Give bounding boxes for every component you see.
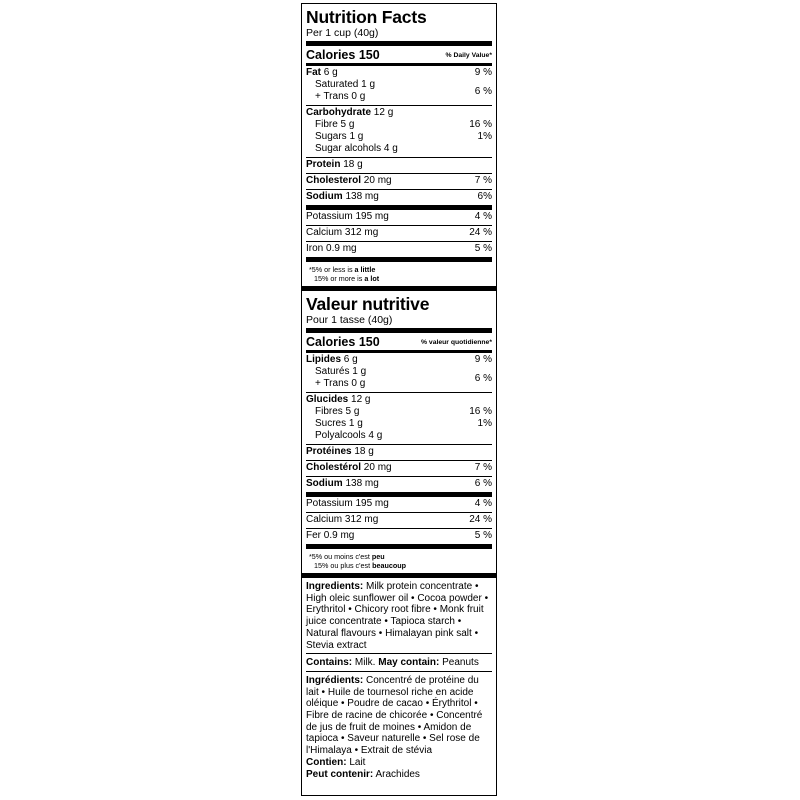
cholesterol-label: Cholestérol <box>306 462 362 473</box>
calcium-dv: 24 % <box>469 227 492 238</box>
calcium-dv: 24 % <box>469 514 492 525</box>
fat-dv: 9 % <box>474 354 492 365</box>
ingredients-french-section <box>306 672 492 782</box>
footnote: *5% or less is a little 15% or more is a lot <box>309 265 380 283</box>
carb-group <box>306 106 492 157</box>
fibre: Fibre 5 g <box>315 119 355 130</box>
calories-row <box>306 46 492 63</box>
potassium-dv: 4 % <box>474 498 492 509</box>
cholesterol-dv: 7 % <box>474 462 492 473</box>
sugar-alcohols: Polyalcools 4 g <box>315 430 383 441</box>
calcium: Calcium 312 mg <box>306 514 379 525</box>
saturated-fat: Saturated 1 g <box>315 79 376 90</box>
calories-label: Calories <box>306 48 356 62</box>
potassium: Potassium 195 mg <box>306 211 389 222</box>
fat-dv: 9 % <box>474 67 492 78</box>
serving-size: Per 1 cup (40g) <box>306 27 379 39</box>
sodium-amount: 138 mg <box>345 191 379 202</box>
trans-fat: + Trans 0 g <box>315 91 366 102</box>
iron: Iron 0.9 mg <box>306 243 357 254</box>
carb-label: Glucides <box>306 394 349 405</box>
calories-label: Calories <box>306 335 356 349</box>
cholesterol-amount: 20 mg <box>363 175 392 186</box>
fat-amount: 6 g <box>323 67 338 78</box>
serving-size: Pour 1 tasse (40g) <box>306 314 393 326</box>
sodium-label: Sodium <box>306 478 343 489</box>
fat-group <box>306 353 492 392</box>
protein-label: Protéines <box>306 446 352 457</box>
section-divider <box>302 286 496 291</box>
daily-value-header: % valeur quotidienne* <box>420 339 492 346</box>
protein-label: Protein <box>306 159 341 170</box>
calories-value: 150 <box>358 48 380 62</box>
trans-fat: + Trans 0 g <box>315 378 366 389</box>
calories-row <box>306 333 492 350</box>
sugar-alcohols: Sugar alcohols 4 g <box>315 143 398 154</box>
contient-statement: Contien: Lait <box>306 756 366 768</box>
sodium-dv: 6 % <box>474 478 492 489</box>
sat-trans-dv: 6 % <box>474 372 492 384</box>
ingredients-section <box>306 578 492 653</box>
contains-statement: Contains: Milk. May contain: Peanuts <box>306 657 479 669</box>
sodium-amount: 138 mg <box>345 478 379 489</box>
carb-group <box>306 393 492 444</box>
saturated-fat: Saturés 1 g <box>315 366 367 377</box>
sugars: Sugars 1 g <box>315 131 364 142</box>
footnote: *5% ou moins c'est peu 15% ou plus c'est beaucoup <box>309 552 407 570</box>
allergen-section <box>306 654 492 671</box>
sugars-dv: 1% <box>477 131 492 142</box>
calories-value: 150 <box>358 335 380 349</box>
carb-amount: 12 g <box>351 394 371 405</box>
fat-label: Lipides <box>306 354 342 365</box>
fibre: Fibres 5 g <box>315 406 360 417</box>
nutrition-facts-english <box>306 8 492 286</box>
protein-amount: 18 g <box>354 446 374 457</box>
potassium: Potassium 195 mg <box>306 498 389 509</box>
peut-contenir-statement: Peut contenir: Arachides <box>306 768 420 780</box>
nutrition-label <box>301 3 497 796</box>
fat-amount: 6 g <box>343 354 358 365</box>
panel-title: Valeur nutritive <box>306 294 430 314</box>
ingredients-english: Ingredients: Milk protein concentrate • High oleic sunflower oil • Cocoa powder • Erythritol • Chicory root fibre • Monk fruit juice concentrate • Tapioca starch • Natural flavours • Himalayan pink salt • Stevia extract <box>306 581 489 651</box>
cholesterol-dv: 7 % <box>474 175 492 186</box>
panel-title: Nutrition Facts <box>306 7 427 27</box>
sugars-dv: 1% <box>477 418 492 429</box>
fat-group <box>306 66 492 105</box>
cholesterol-label: Cholesterol <box>306 175 362 186</box>
fibre-dv: 16 % <box>469 406 492 417</box>
protein-amount: 18 g <box>343 159 363 170</box>
iron-dv: 5 % <box>474 530 492 541</box>
carb-label: Carbohydrate <box>306 107 372 118</box>
sat-trans-dv: 6 % <box>474 85 492 97</box>
cholesterol-amount: 20 mg <box>363 462 392 473</box>
iron: Fer 0.9 mg <box>306 530 355 541</box>
potassium-dv: 4 % <box>474 211 492 222</box>
fat-label: Fat <box>306 67 321 78</box>
sodium-dv: 6% <box>477 191 492 202</box>
sodium-label: Sodium <box>306 191 343 202</box>
iron-dv: 5 % <box>474 243 492 254</box>
ingredients-french: Ingrédients: Concentré de protéine du lait • Huile de tournesol riche en acide oléique • Poudre de cacao • Érythritol • Fibre de racine de chicorée • Concentré de jus de fruit de moines • Amidon de tapioca • Saveur naturelle • Sel rose de l'Himalaya • Extrait de stévia <box>306 674 483 757</box>
calcium: Calcium 312 mg <box>306 227 379 238</box>
sugars: Sucres 1 g <box>315 418 363 429</box>
carb-amount: 12 g <box>373 107 394 118</box>
fibre-dv: 16 % <box>469 119 492 130</box>
nutrition-facts-french <box>306 295 492 573</box>
daily-value-header: % Daily Value* <box>445 52 492 59</box>
